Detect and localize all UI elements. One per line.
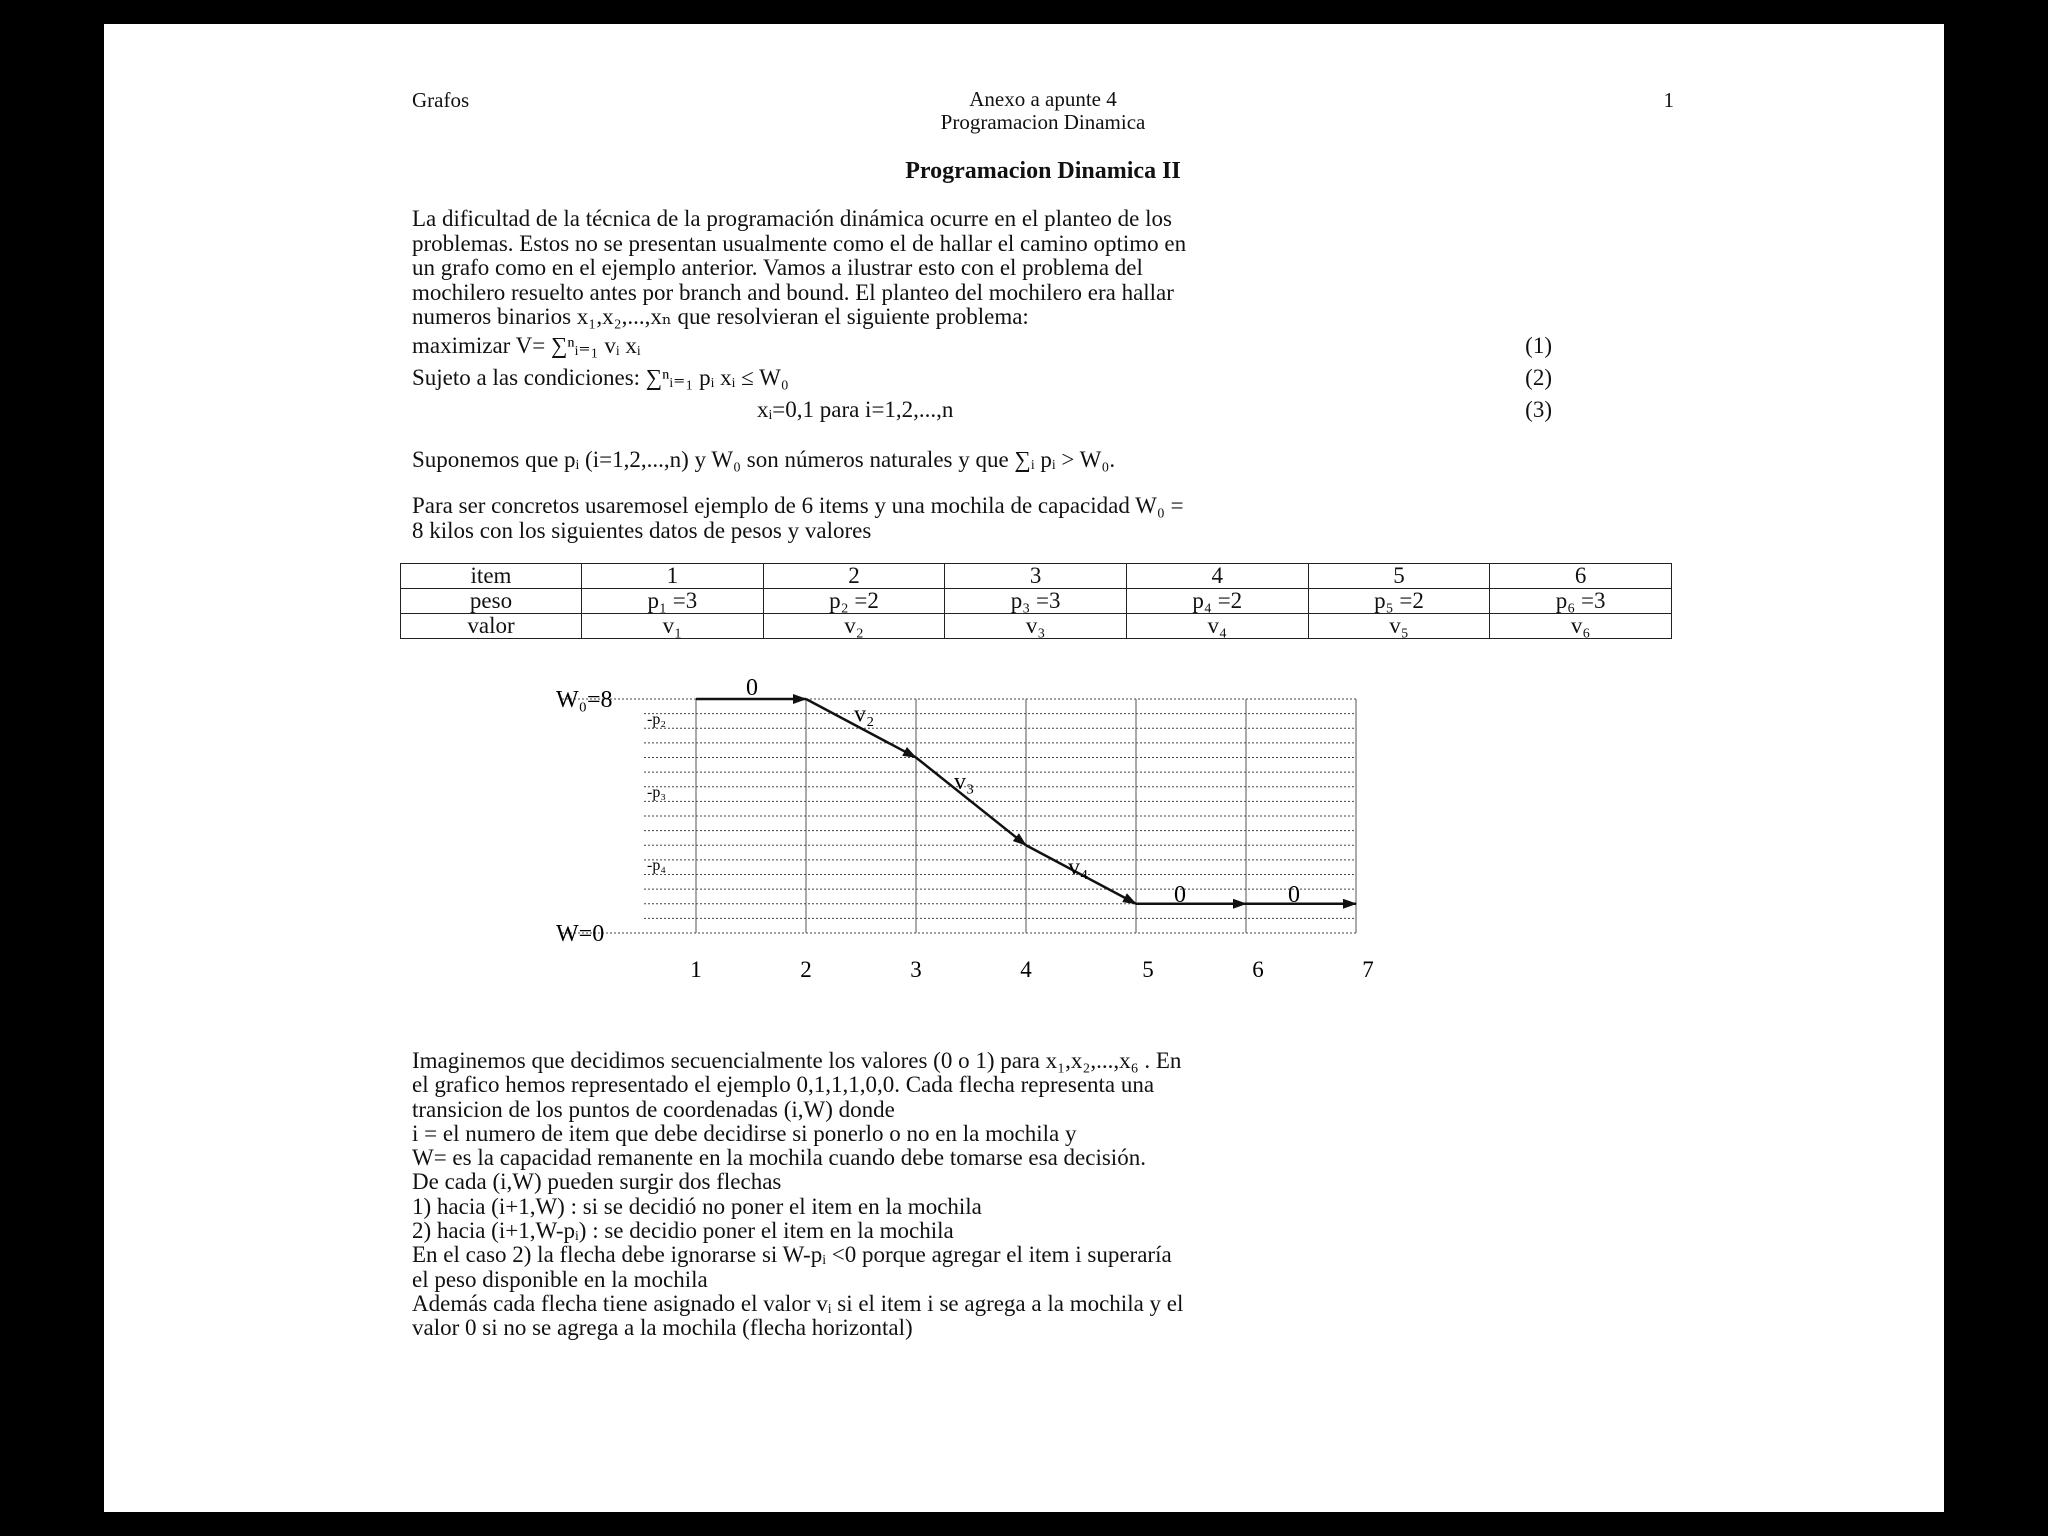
spacer xyxy=(412,426,1674,448)
table-cell: v₄ xyxy=(1126,614,1308,639)
text-line: De cada (i,W) pueden surgir dos flechas xyxy=(412,1169,782,1195)
table-cell: p₃ =3 xyxy=(945,589,1127,614)
text-line: Para ser concretos usaremosel ejemplo de 6 items y una mochila de capacidad W₀ = xyxy=(412,493,1184,518)
equation-1-text: maximizar V= ∑ⁿᵢ₌₁ vᵢ xᵢ xyxy=(412,332,641,358)
header-center-line2: Programacion Dinamica xyxy=(940,110,1146,134)
document-title: Programacion Dinamica II xyxy=(905,158,1181,184)
table-row-header: item xyxy=(401,564,582,589)
spacer xyxy=(412,1029,1674,1049)
concretos-paragraph xyxy=(412,494,1674,543)
table-cell: p₁ =3 xyxy=(582,589,764,614)
graph-edge-label: 0 xyxy=(746,675,758,701)
text-line: el grafico hemos representado el ejemplo 0,1,1,1,0,0. Cada flecha representa una xyxy=(412,1072,1155,1098)
graph-side-label: -p₃ xyxy=(647,784,666,802)
page-content xyxy=(412,84,1674,1341)
table-cell: 4 xyxy=(1126,564,1308,589)
graph-x-tick-label: 6 xyxy=(1252,957,1264,982)
suponemos-paragraph: Suponemos que pᵢ (i=1,2,...,n) y W₀ son números naturales y que ∑ᵢ pᵢ > W₀. xyxy=(412,446,1116,472)
graph-label-w-zero: W=0 xyxy=(556,921,605,947)
graph-x-tick-label: 1 xyxy=(690,957,702,982)
equation-3-number: (3) xyxy=(1525,396,1552,422)
text-line: 2) hacia (i+1,W-pᵢ) : se decidio poner el item en la mochila xyxy=(412,1218,954,1244)
table-row xyxy=(401,614,1672,639)
table-cell: p₂ =2 xyxy=(763,589,945,614)
text-line: mochilero resuelto antes por branch and bound. El planteo del mochilero era hallar xyxy=(412,279,1174,305)
header-center-line1: Anexo a apunte 4 xyxy=(969,87,1117,111)
text-line: problemas. Estos no se presentan usualmente como el de hallar el camino optimo en xyxy=(412,230,1187,256)
table-cell: 5 xyxy=(1308,564,1490,589)
table-row xyxy=(401,564,1672,589)
text-line: Además cada flecha tiene asignado el valor vᵢ si el item i se agrega a la mochila y el xyxy=(412,1290,1184,1316)
equation-2-number: (2) xyxy=(1525,364,1552,390)
equation-3-text: xᵢ=0,1 para i=1,2,...,n xyxy=(757,396,954,422)
table-cell: v₅ xyxy=(1308,614,1490,639)
text-line: 8 kilos con los siguientes datos de pesos y valores xyxy=(412,517,872,543)
text-line: 1) hacia (i+1,W) : si se decidió no poner el item en la mochila xyxy=(412,1193,982,1219)
equation-3 xyxy=(412,394,1674,426)
page-number: 1 xyxy=(1663,88,1674,112)
text-line: el peso disponible en la mochila xyxy=(412,1266,708,1292)
equation-2 xyxy=(412,362,1674,394)
table-row-header: peso xyxy=(401,589,582,614)
text-line: transicion de los puntos de coordenadas (i,W) donde xyxy=(412,1096,895,1122)
table-cell: v₂ xyxy=(763,614,945,639)
explanation-paragraph xyxy=(412,1049,1674,1341)
equation-2-text: Sujeto a las condiciones: ∑ⁿᵢ₌₁ pᵢ xᵢ ≤ W₀ xyxy=(412,364,789,390)
weights-values-table xyxy=(400,563,1672,639)
graph-x-tick-label: 2 xyxy=(800,957,812,982)
table-cell: 3 xyxy=(945,564,1127,589)
table-cell: 2 xyxy=(763,564,945,589)
table-cell: p₄ =2 xyxy=(1126,589,1308,614)
page-header xyxy=(412,84,1674,138)
knapsack-graph xyxy=(104,669,1944,1029)
intro-paragraph xyxy=(412,207,1674,330)
table-cell: 1 xyxy=(582,564,764,589)
equation-1 xyxy=(412,330,1674,362)
table-cell: p₅ =2 xyxy=(1308,589,1490,614)
graph-svg xyxy=(104,669,1944,1029)
graph-label-w0: W₀=8 xyxy=(556,687,613,713)
table-cell: 6 xyxy=(1490,564,1672,589)
graph-edge-label: 0 xyxy=(1174,881,1186,908)
graph-edge-label: 0 xyxy=(1288,881,1300,908)
text-line: numeros binarios x₁,x₂,...,xₙ que resolvieran el siguiente problema: xyxy=(412,304,1029,329)
graph-edge-label: v₃ xyxy=(954,768,975,795)
document-page xyxy=(104,24,1944,1512)
graph-side-label: -p₄ xyxy=(647,857,666,875)
table-row xyxy=(401,589,1672,614)
graph-side-label: -p₂ xyxy=(647,710,666,728)
graph-x-tick-label: 4 xyxy=(1020,957,1032,982)
graph-x-tick-label: 7 xyxy=(1362,957,1374,982)
text-line: W= es la capacidad remanente en la mochila cuando debe tomarse esa decisión. xyxy=(412,1145,1146,1171)
spacer xyxy=(412,543,1674,563)
graph-x-tick-label: 5 xyxy=(1142,957,1154,982)
table-row-header: valor xyxy=(401,614,582,639)
text-line: En el caso 2) la flecha debe ignorarse si W-pᵢ <0 porque agregar el item i superaría xyxy=(412,1242,1172,1268)
table-cell: p₆ =3 xyxy=(1490,589,1672,614)
header-center xyxy=(412,88,1674,134)
text-line: i = el numero de item que debe decidirse si ponerlo o no en la mochila y xyxy=(412,1120,1077,1146)
text-line: Imaginemos que decidimos secuencialmente los valores (0 o 1) para x₁,x₂,...,x₆ . En xyxy=(412,1048,1182,1073)
graph-edge-label: v₄ xyxy=(1068,854,1089,881)
table-cell: v₃ xyxy=(945,614,1127,639)
table-cell: v₆ xyxy=(1490,614,1672,639)
text-line: La dificultad de la técnica de la programación dinámica ocurre en el planteo de los xyxy=(412,206,1172,231)
graph-edge-label: v₂ xyxy=(854,701,875,728)
table-cell: v₁ xyxy=(582,614,764,639)
header-left: Grafos xyxy=(412,88,470,112)
spacer xyxy=(412,472,1674,494)
text-line: valor 0 si no se agrega a la mochila (flecha horizontal) xyxy=(412,1315,913,1341)
graph-x-tick-label: 3 xyxy=(910,957,922,982)
text-line: un grafo como en el ejemplo anterior. Vamos a ilustrar esto con el problema del xyxy=(412,255,1143,280)
equation-1-number: (1) xyxy=(1525,332,1552,358)
